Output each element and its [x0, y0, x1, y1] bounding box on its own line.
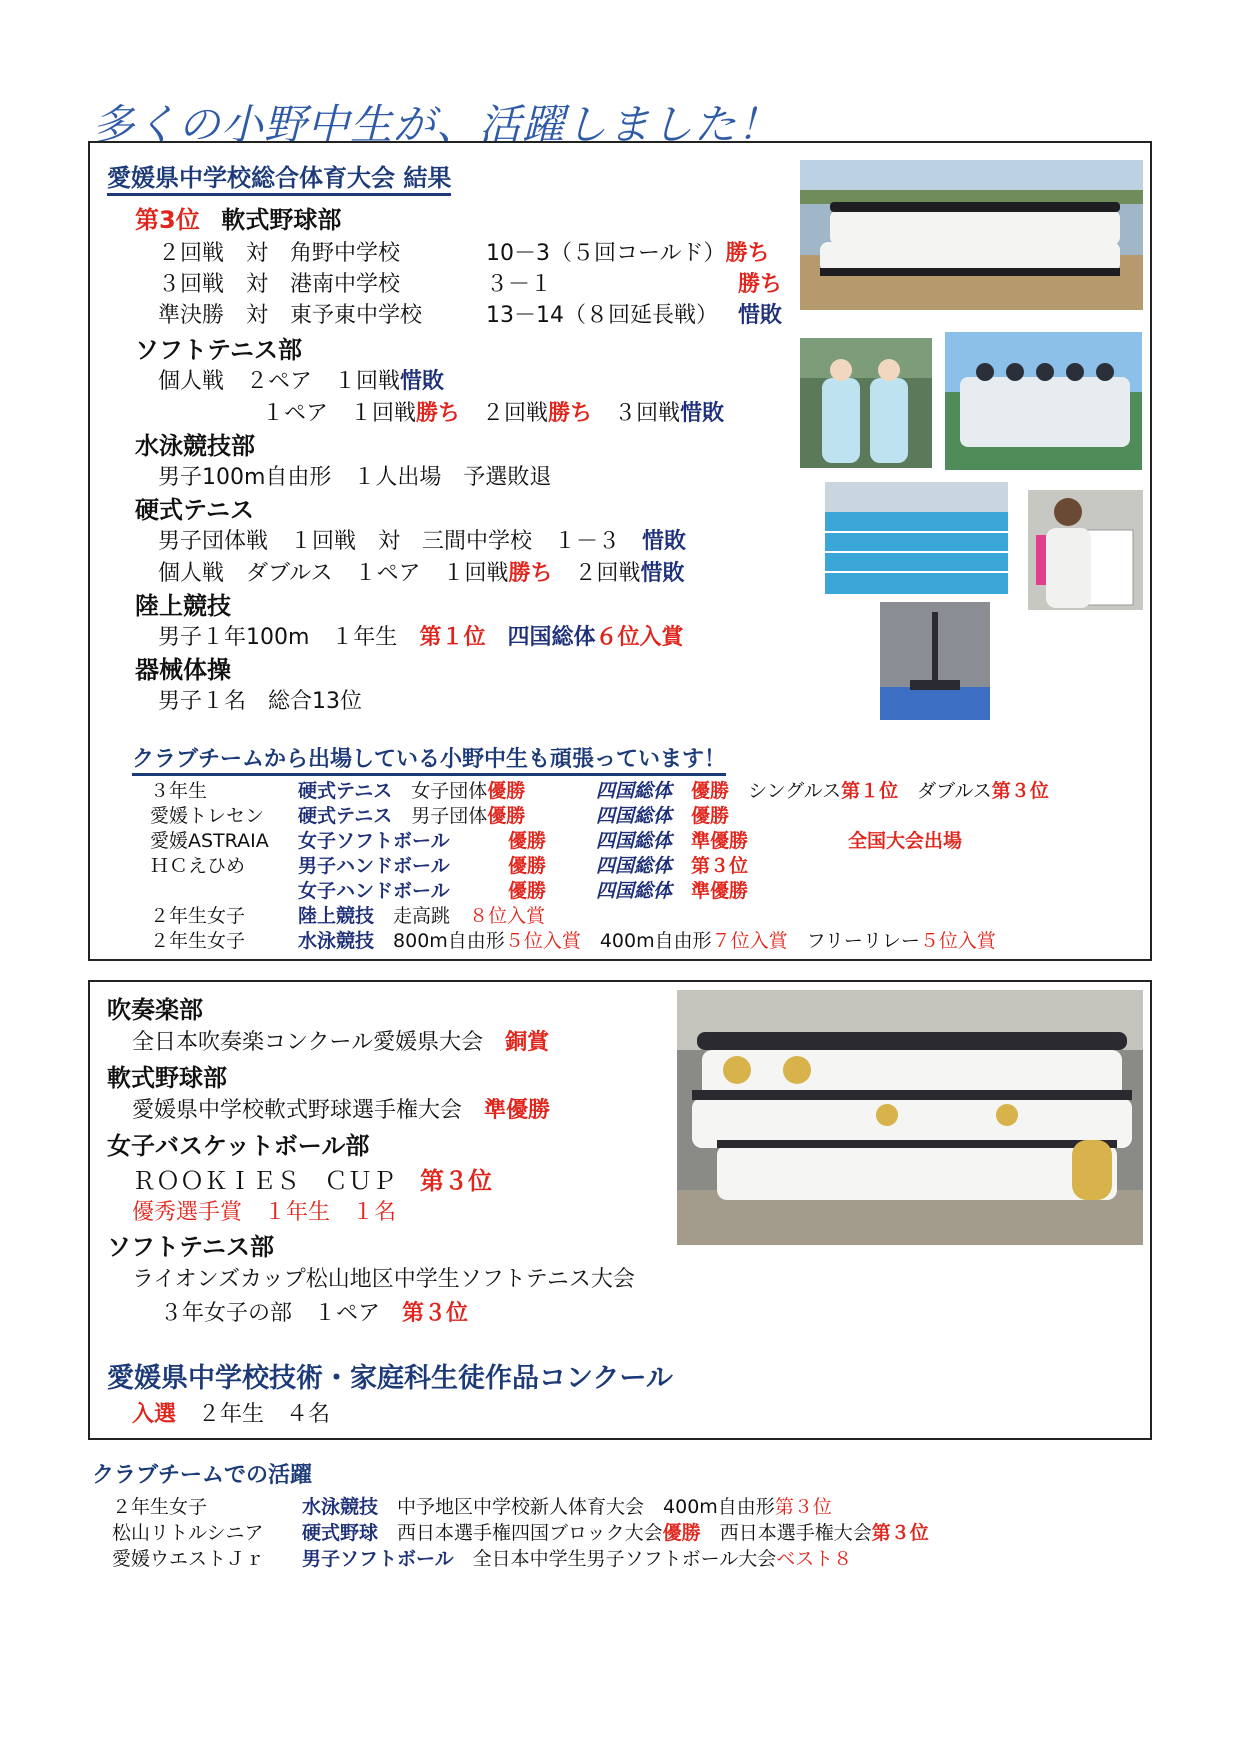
- baseball-team-photo: [800, 160, 1143, 310]
- baseball-row-2: ３回戦 対 港南中学校: [158, 272, 401, 297]
- swimming-pool-photo: [825, 482, 1008, 594]
- gym-row: 男子１名 総合13位: [158, 689, 362, 714]
- basketball-row-1: ＲＯＯＫＩＥＳ ＣＵＰ 第３位: [132, 1167, 492, 1195]
- softtennis-row-2: １ペア １回戦勝ち ２回戦勝ち ３回戦惜敗: [262, 401, 725, 426]
- section-heading: 愛媛県中学校総合体育大会 結果: [107, 164, 451, 196]
- tennis-header: 硬式テニス: [135, 496, 255, 524]
- baseball-header: 第3位 軟式野球部: [135, 206, 342, 234]
- club-activity-row: 松山リトルシニア: [112, 1522, 264, 1544]
- club-activity-heading: クラブチームでの活躍: [92, 1463, 313, 1488]
- clubteam-row: 女子ハンドボール: [298, 880, 450, 902]
- tennis-row-2: 個人戦 ダブルス １ペア １回戦勝ち ２回戦惜敗: [158, 561, 685, 586]
- basketball-row-2: 優秀選手賞 １年生 １名: [132, 1200, 397, 1225]
- baseball2-header: 軟式野球部: [107, 1064, 227, 1092]
- softtennis-row-1: 個人戦 ２ペア １回戦惜敗: [158, 369, 445, 394]
- clubteam-row: ２年生女子: [150, 930, 246, 952]
- band-row: 全日本吹奏楽コンクール愛媛県大会 銅賞: [132, 1030, 550, 1055]
- craft-heading: 愛媛県中学校技術・家庭科生徒作品コンクール: [107, 1363, 673, 1394]
- club-activity-row: ２年生女子: [112, 1496, 208, 1518]
- baseball2-row: 愛媛県中学校軟式野球選手権大会 準優勝: [132, 1098, 551, 1123]
- softtennis2-row-2: ３年女子の部 １ペア 第３位: [160, 1301, 469, 1326]
- baseball-row-1: ２回戦 対 角野中学校: [158, 241, 401, 266]
- clubteam-row: ３年生: [150, 780, 208, 802]
- softtennis2-row-1: ライオンズカップ松山地区中学生ソフトテニス大会: [132, 1267, 635, 1292]
- band-header: 吹奏楽部: [107, 996, 203, 1024]
- track-row: 男子１年100m １年生 第１位 四国総体６位入賞: [158, 625, 684, 650]
- softtennis-header: ソフトテニス部: [135, 336, 303, 364]
- clubteam-row: ＨＣえひめ: [150, 855, 246, 877]
- club-activity-row: 愛媛ウエストＪｒ: [112, 1548, 265, 1570]
- track-winner-photo: [1028, 490, 1143, 610]
- gym-header: 器械体操: [135, 656, 231, 684]
- clubteam-row: 愛媛ASTRAIA: [150, 830, 269, 852]
- page-title: 多くの小野中生が、活躍しました！: [92, 100, 781, 149]
- basketball-header: 女子バスケットボール部: [107, 1132, 370, 1160]
- softtennis2-header: ソフトテニス部: [107, 1233, 275, 1261]
- swim-row: 男子100m自由形 １人出場 予選敗退: [158, 465, 552, 490]
- craft-row: 入選 ２年生 ４名: [132, 1402, 331, 1427]
- baseball-row-3: 準決勝 対 東予東中学校: [158, 303, 423, 328]
- tennis-row-1: 男子団体戦 １回戦 対 三間中学校 １－３ 惜敗: [158, 529, 687, 554]
- track-header: 陸上競技: [135, 592, 231, 620]
- softtennis-team-photo: [945, 332, 1142, 470]
- swim-header: 水泳競技部: [135, 432, 255, 460]
- softtennis-players-photo: [800, 338, 932, 468]
- gymnastics-photo: [880, 602, 990, 720]
- brass-band-photo: [677, 990, 1143, 1245]
- clubteam-row: ２年生女子: [150, 905, 246, 927]
- clubteam-heading: クラブチームから出場している小野中生も頑張っています！: [132, 747, 726, 776]
- clubteam-row: 愛媛トレセン: [150, 805, 265, 827]
